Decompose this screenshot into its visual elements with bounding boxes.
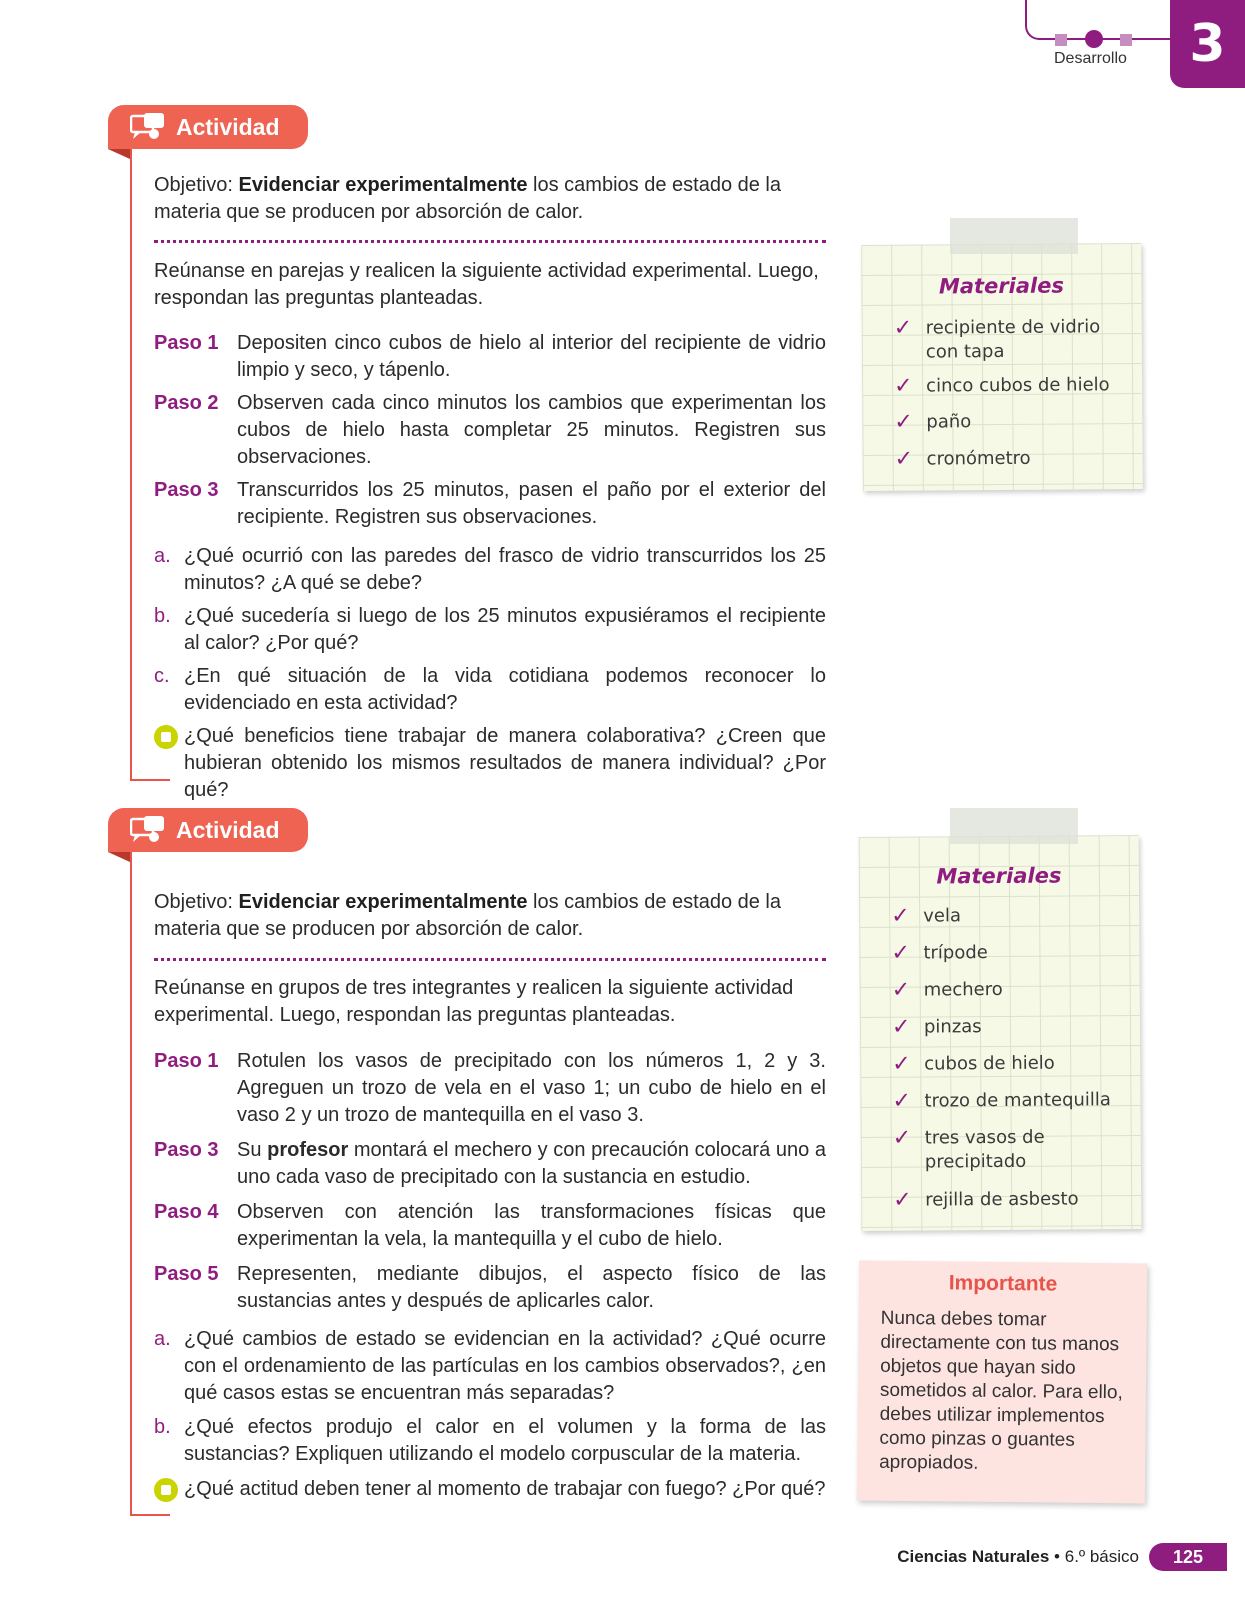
objective-prefix: Objetivo: xyxy=(154,174,239,196)
material-label: tres vasos de precipitado xyxy=(924,1126,1045,1173)
step-text: Observen con atención las transformaciones físicas que experimentan la vela, la mantequilla y el cubo de hielo. xyxy=(237,1201,826,1250)
footer-grade: 6.º básico xyxy=(1064,1547,1139,1566)
header-dot xyxy=(1120,34,1132,46)
activity-border-foot xyxy=(130,1514,170,1516)
check-icon: ✓ xyxy=(891,1014,911,1040)
material-label: cinco cubos de hielo xyxy=(926,374,1110,397)
step-text-rest: montará el mechero y con precaución colocará uno a uno cada vaso de precipitado con la sustancia en estudio. xyxy=(237,1139,826,1188)
step xyxy=(154,1048,826,1129)
material-label: mechero xyxy=(923,978,1003,1001)
activity-objective xyxy=(154,889,826,943)
check-icon: ✓ xyxy=(894,373,913,399)
question xyxy=(154,543,826,597)
material-item xyxy=(892,977,1122,1003)
material-label: cronómetro xyxy=(926,447,1031,470)
material-item xyxy=(891,903,1121,929)
step xyxy=(154,1137,826,1191)
check-icon: ✓ xyxy=(892,1125,912,1151)
material-item xyxy=(891,940,1121,966)
materials-title: Materiales xyxy=(938,273,1065,299)
reflection-question xyxy=(154,1476,826,1503)
question xyxy=(154,1326,826,1407)
important-title: Importante xyxy=(948,1271,1058,1296)
material-label: trípode xyxy=(923,942,988,964)
material-label: pinzas xyxy=(923,1016,982,1038)
important-text: Nunca debes tomar directamente con tus manos objetos que hayan sido sometidos al calor. Para ello, debes utilizar implementos como pinzas o guantes apropiados. xyxy=(879,1307,1123,1474)
material-label: trozo de mantequilla xyxy=(924,1089,1111,1112)
question-label: b. xyxy=(154,1416,171,1438)
header-dot xyxy=(1055,34,1067,46)
important-note xyxy=(857,1260,1147,1503)
question-text: ¿Qué efectos produjo el calor en el volumen y la forma de las sustancias? Expliquen utilizando el modelo corpuscular de la materia. xyxy=(184,1416,826,1465)
check-icon: ✓ xyxy=(894,446,914,472)
check-icon: ✓ xyxy=(894,409,913,435)
step xyxy=(154,330,826,384)
reflection-text: ¿Qué beneficios tiene trabajar de manera colaborativa? ¿Creen que hubieran obtenido los mismos resultados de manera individual? ¿Por qué? xyxy=(184,725,826,801)
activity-badge xyxy=(108,808,308,852)
question-text: ¿Qué ocurrió con las paredes del frasco de vidrio transcurridos los 25 minutos? ¿A qué se debe? xyxy=(184,545,826,594)
step-text: Transcurridos los 25 minutos, pasen el paño por el exterior del recipiente. Registren sus observaciones. xyxy=(237,479,826,528)
objective-rest: los cambios de estado de la materia que se producen por absorción de calor. xyxy=(154,174,781,223)
step-label: Paso 1 xyxy=(154,1050,219,1072)
reflection-question xyxy=(154,723,826,804)
activity-border xyxy=(130,149,132,781)
material-label: cubos de hielo xyxy=(924,1052,1055,1075)
objective-rest: los cambios de estado de la materia que se producen por absorción de calor. xyxy=(154,891,781,940)
footer-separator: • xyxy=(1049,1547,1065,1566)
material-item xyxy=(894,409,1124,435)
materials-note xyxy=(859,835,1142,1231)
step-text: Observen cada cinco minutos los cambios que experimentan los cubos de hielo hasta completar 25 minutos. Registren sus observaciones. xyxy=(237,392,826,468)
question-label: b. xyxy=(154,605,171,627)
step-label: Paso 4 xyxy=(154,1201,219,1223)
check-icon: ✓ xyxy=(892,1088,911,1114)
check-icon: ✓ xyxy=(891,977,911,1003)
material-item xyxy=(893,1125,1123,1175)
material-item xyxy=(892,1051,1122,1077)
step-label: Paso 1 xyxy=(154,332,219,354)
reflection-icon xyxy=(154,1478,178,1502)
material-label: vela xyxy=(923,905,962,927)
question-label: a. xyxy=(154,545,171,567)
divider xyxy=(154,958,826,961)
material-label: recipiente de vidrio con tapa xyxy=(925,316,1101,363)
check-icon: ✓ xyxy=(892,1051,911,1077)
check-icon: ✓ xyxy=(891,940,910,966)
badge-tail xyxy=(108,149,130,159)
footer xyxy=(897,1543,1227,1571)
material-item xyxy=(892,1088,1122,1114)
activity-icon xyxy=(130,815,166,845)
step-text xyxy=(237,1137,826,1191)
question xyxy=(154,603,826,657)
question-text: ¿Qué sucedería si luego de los 25 minutos expusiéramos el recipiente al calor? ¿Por qué? xyxy=(184,605,826,654)
reflection-icon xyxy=(154,725,178,749)
step-text: Rotulen los vasos de precipitado con los números 1, 2 y 3. Agreguen un trozo de vela en el vaso 1; un cubo de hielo en el vaso 2 y un trozo de mantequilla en el vaso 3. xyxy=(237,1050,826,1126)
badge-tail xyxy=(108,852,130,862)
section-label: Desarrollo xyxy=(1054,50,1127,67)
activity-badge-label: Actividad xyxy=(176,113,280,140)
material-item xyxy=(892,1014,1122,1040)
step-text: Depositen cinco cubos de hielo al interior del recipiente de vidrio limpio y seco, y tápenlo. xyxy=(237,332,826,381)
objective-bold: Evidenciar experimentalmente xyxy=(238,891,528,913)
page-number: 125 xyxy=(1149,1543,1227,1571)
step-text-prefix: Su xyxy=(237,1139,268,1161)
reflection-text: ¿Qué actitud deben tener al momento de trabajar con fuego? ¿Por qué? xyxy=(184,1478,826,1500)
unit-number: 3 xyxy=(1170,0,1245,88)
objective-prefix: Objetivo: xyxy=(154,891,239,913)
step-label: Paso 3 xyxy=(154,479,219,501)
material-label: paño xyxy=(926,411,972,433)
step xyxy=(154,477,826,531)
step-text: Representen, mediante dibujos, el aspecto físico de las sustancias antes y después de aplicarles calor. xyxy=(237,1263,826,1312)
check-icon: ✓ xyxy=(893,315,913,341)
check-icon: ✓ xyxy=(891,903,910,929)
question-label: a. xyxy=(154,1328,171,1350)
material-item xyxy=(894,315,1124,365)
check-icon: ✓ xyxy=(893,1187,912,1213)
step xyxy=(154,390,826,471)
step-label: Paso 3 xyxy=(154,1139,219,1161)
step-label: Paso 5 xyxy=(154,1263,219,1285)
question xyxy=(154,663,826,717)
activity-icon xyxy=(130,112,166,142)
tape xyxy=(950,218,1078,254)
divider xyxy=(154,240,826,243)
question-label: c. xyxy=(154,665,170,687)
materials-title: Materiales xyxy=(936,863,1062,889)
step-label: Paso 2 xyxy=(154,392,219,414)
material-item xyxy=(894,373,1124,399)
objective-bold: Evidenciar experimentalmente xyxy=(238,174,528,196)
header-dot xyxy=(1085,30,1103,48)
step xyxy=(154,1261,826,1315)
question xyxy=(154,1414,826,1468)
footer-subject: Ciencias Naturales xyxy=(897,1547,1050,1566)
material-item xyxy=(895,446,1125,472)
material-label: rejilla de asbesto xyxy=(925,1188,1079,1211)
question-text: ¿Qué cambios de estado se evidencian en la actividad? ¿Qué ocurre con el ordenamiento de las partículas en los cambios observados?, ¿en qué casos estas se encuentran más separadas? xyxy=(184,1328,826,1404)
step-text-bold: profesor xyxy=(267,1139,349,1161)
tape xyxy=(950,808,1078,844)
material-item xyxy=(893,1187,1123,1213)
step xyxy=(154,1199,826,1253)
activity-intro: Reúnanse en parejas y realicen la siguiente actividad experimental. Luego, respondan las preguntas planteadas. xyxy=(154,260,819,309)
activity-border xyxy=(130,852,132,1516)
activity-intro: Reúnanse en grupos de tres integrantes y realicen la siguiente actividad experimental. Luego, respondan las preguntas planteadas. xyxy=(154,977,794,1026)
activity-badge-label: Actividad xyxy=(176,816,280,843)
activity-objective xyxy=(154,172,826,226)
question-text: ¿En qué situación de la vida cotidiana podemos reconocer lo evidenciado en esta actividad? xyxy=(184,665,826,714)
activity-badge xyxy=(108,105,308,149)
materials-note xyxy=(861,243,1143,491)
